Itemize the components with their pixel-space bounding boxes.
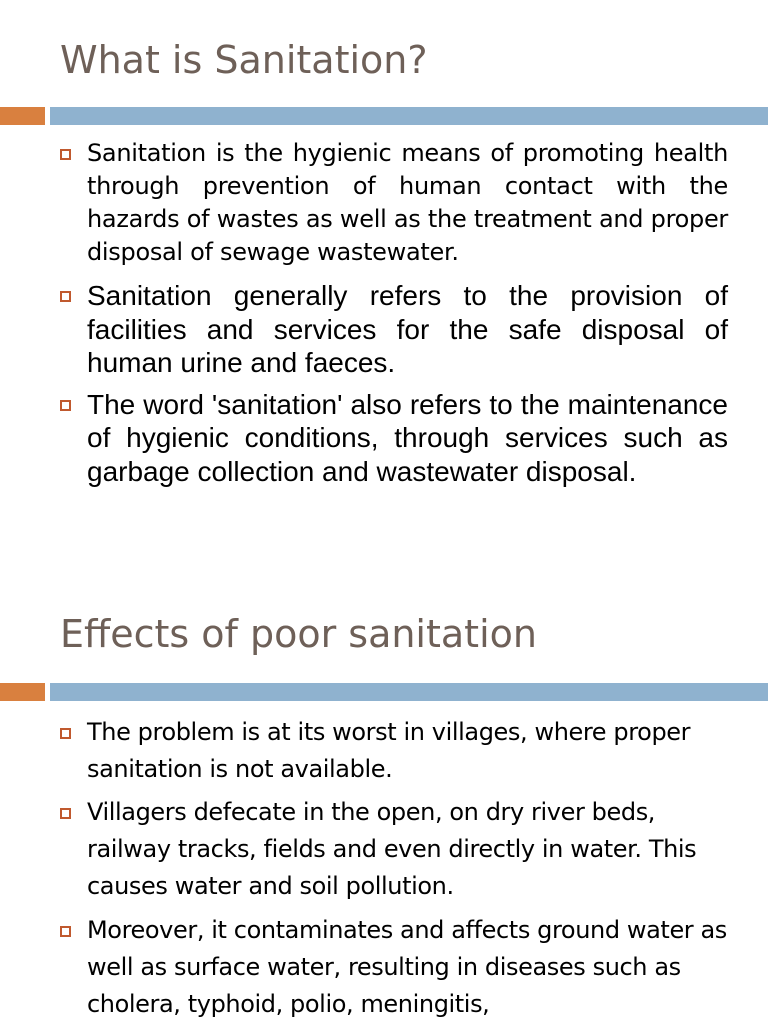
square-bullet-icon xyxy=(60,926,71,937)
title-divider xyxy=(0,107,768,125)
bullet-text: Moreover, it contaminates and affects ground water as well as surface water, resulting in diseases such as cholera, typhoid, polio, meningitis, xyxy=(87,916,727,1018)
bullet-text: Villagers defecate in the open, on dry river beds, railway tracks, fields and even directly in water. This causes water and soil pollution. xyxy=(87,798,697,900)
square-bullet-icon xyxy=(60,291,71,302)
bullet-text: Sanitation generally refers to the provision of facilities and services for the safe disposal of human urine and faeces. xyxy=(87,280,728,378)
square-bullet-icon xyxy=(60,400,71,411)
square-bullet-icon xyxy=(60,808,71,819)
bullet-item xyxy=(60,137,728,269)
title-divider xyxy=(0,683,768,701)
bullet-item xyxy=(60,279,728,380)
bullet-text: The word 'sanitation' also refers to the maintenance of hygienic conditions, through services such as garbage collection and wastewater disposal. xyxy=(87,388,728,487)
divider-accent-orange xyxy=(0,683,45,701)
bullet-item xyxy=(60,388,728,489)
bullet-list xyxy=(60,714,728,1023)
square-bullet-icon xyxy=(60,728,71,739)
bullet-item xyxy=(60,794,728,905)
bullet-item xyxy=(60,912,728,1023)
divider-bar-blue xyxy=(50,107,768,125)
bullet-item xyxy=(60,714,728,788)
divider-bar-blue xyxy=(50,683,768,701)
slide-title: Effects of poor sanitation xyxy=(60,612,537,656)
bullet-text: Sanitation is the hygienic means of promoting health through prevention of human contact with the hazards of wastes as well as the treatment and proper disposal of sewage wastewater. xyxy=(87,139,728,266)
bullet-text: The problem is at its worst in villages, where proper sanitation is not available. xyxy=(87,718,691,783)
slide-title: What is Sanitation? xyxy=(60,38,428,82)
square-bullet-icon xyxy=(60,149,71,160)
divider-accent-orange xyxy=(0,107,45,125)
bullet-list xyxy=(60,137,728,488)
